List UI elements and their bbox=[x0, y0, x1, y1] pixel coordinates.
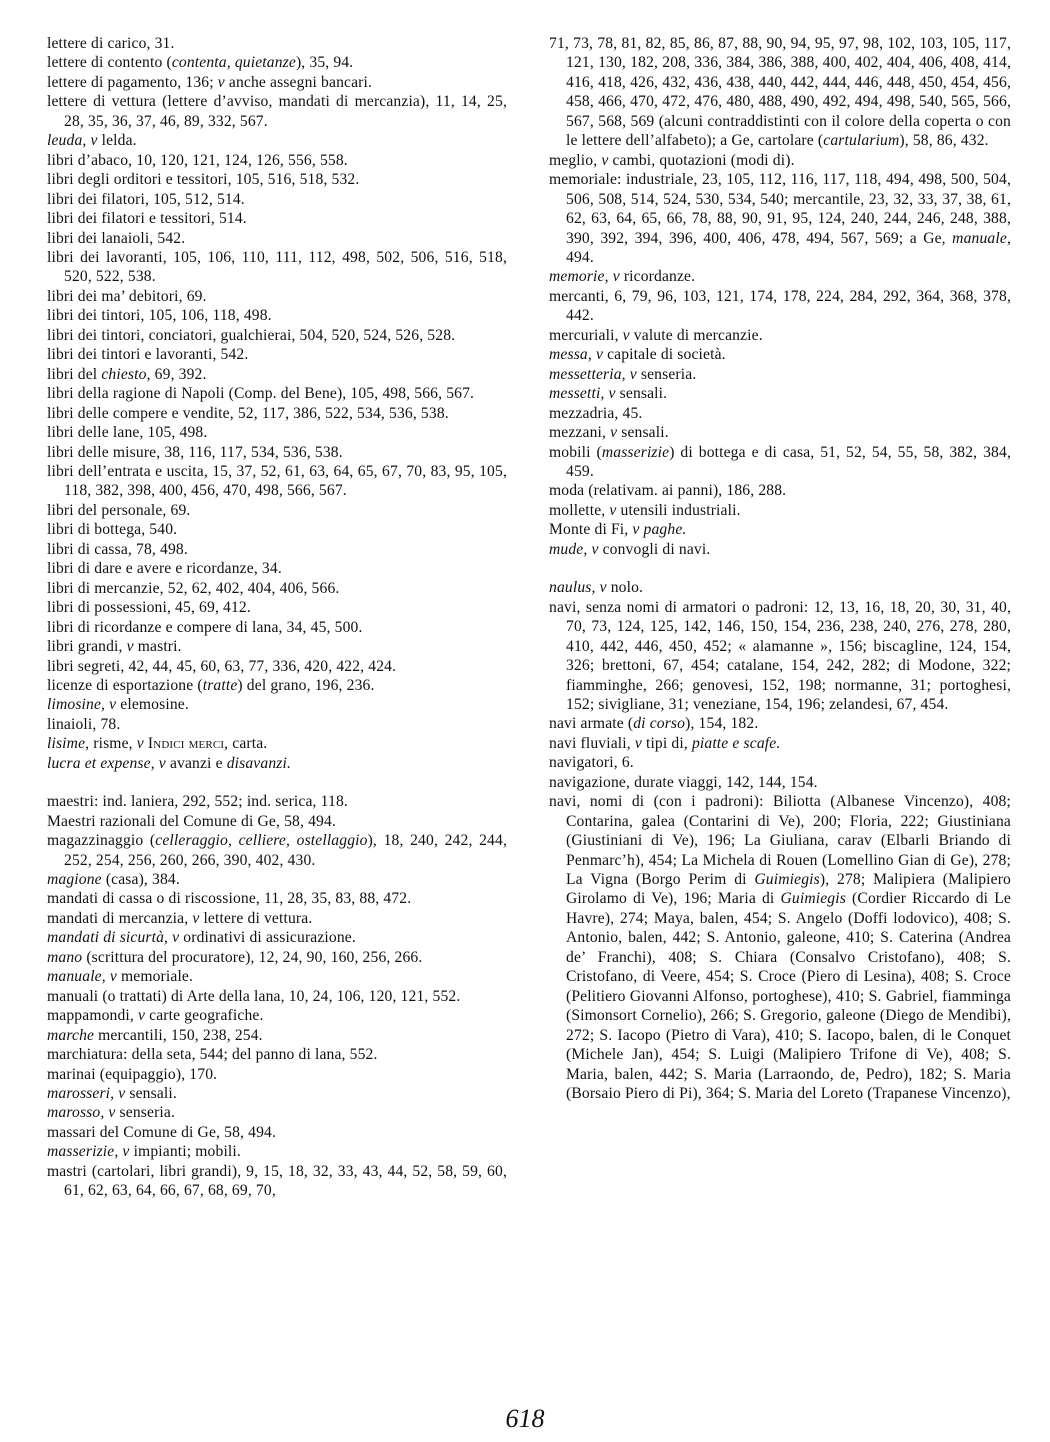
entry-text: mobili ( bbox=[549, 443, 602, 461]
index-entry bbox=[47, 1026, 507, 1045]
index-entry bbox=[549, 345, 1011, 364]
entry-text: Indici merci bbox=[147, 735, 225, 753]
entry-text: libri degli orditori e tessitori, 105, 516, 518, 532. bbox=[47, 171, 360, 189]
entry-text: celleraggio, celliere, ostellaggio bbox=[155, 832, 368, 850]
entry-text: leuda, v bbox=[47, 132, 98, 150]
entry-text: mano bbox=[47, 948, 83, 966]
index-entry bbox=[47, 1006, 507, 1025]
index-entry bbox=[47, 715, 507, 734]
entry-text: ), 278; Malipiera (Malipiero Girolamo di Ve), 196; Maria di bbox=[566, 871, 1011, 908]
index-entry bbox=[47, 287, 507, 306]
entry-text: elemosine. bbox=[116, 696, 189, 714]
entry-text: nolo. bbox=[606, 579, 644, 597]
index-entry bbox=[549, 481, 1011, 500]
index-entry bbox=[549, 753, 1011, 772]
entry-text: ordinativi di assicurazione. bbox=[179, 929, 356, 947]
entry-text: limosine, v bbox=[47, 696, 117, 714]
entry-text: ), 58, 86, 432. bbox=[899, 132, 989, 150]
entry-text: libri dei lanaioli, 542. bbox=[47, 229, 186, 247]
entry-text: ), 18, 240, 242, 244, 252, 254, 256, 260, 266, 390, 402, 430. bbox=[64, 832, 507, 869]
entry-text: mude, v bbox=[549, 540, 599, 558]
entry-text: messetti, v bbox=[549, 385, 616, 403]
entry-text: libri dei tintori, 105, 106, 118, 498. bbox=[47, 307, 272, 325]
index-entry bbox=[549, 170, 1011, 267]
entry-text: libri grandi, bbox=[47, 638, 127, 656]
entry-text: Guimiegis bbox=[754, 871, 820, 889]
entry-text: libri di mercanzie, 52, 62, 402, 404, 406, 566. bbox=[47, 579, 340, 597]
entry-text: 71, 73, 78, 81, 82, 85, 86, 87, 88, 90, 94, 95, 97, 98, 102, 103, 105, 117, 121, 130, 182, 208, 336, 384, 386, 388, 400, 402, 404, 406, 408, 414, 416, 418, 426, 432, 436, 438, 440, 442, 444, 446, 448, 450, 454, 456, 458, 466, 470, 472, 476, 480, 488, 490, 492, 494, 498, 540, 565, 566, 567, 568, 569 (alcuni contraddistinti con il colore della coperta o con le lettere dell’alfabeto); a Ge, cartolare ( bbox=[549, 35, 1011, 150]
index-entry bbox=[47, 384, 507, 403]
entry-text: mercanti, 6, 79, 96, 103, 121, 174, 178, 224, 284, 292, 364, 368, 378, 442. bbox=[549, 287, 1011, 325]
entry-text: massari del Comune di Ge, 58, 494. bbox=[47, 1123, 277, 1141]
index-entry bbox=[47, 345, 507, 364]
index-entry bbox=[47, 579, 507, 598]
index-entry bbox=[549, 578, 1011, 597]
index-entry bbox=[549, 792, 1011, 1103]
entry-text: mollette, bbox=[549, 501, 610, 519]
index-entry bbox=[47, 967, 507, 986]
entry-text: mandati di cassa o di riscossione, 11, 28, 35, 83, 88, 472. bbox=[47, 890, 412, 908]
entry-text: utensili industriali. bbox=[616, 501, 741, 519]
entry-text: libri della ragione di Napoli (Comp. del Bene), 105, 498, 566, 567. bbox=[47, 385, 475, 403]
entry-text: libri di bottega, 540. bbox=[47, 521, 178, 539]
index-entry bbox=[47, 404, 507, 423]
entry-text: memoriale. bbox=[116, 968, 194, 986]
index-entry bbox=[549, 443, 1011, 482]
entry-text: v bbox=[138, 1007, 146, 1025]
entry-text: v bbox=[610, 424, 618, 442]
entry-text: memorie, v bbox=[549, 268, 620, 286]
entry-text: manuale bbox=[952, 229, 1007, 247]
index-entry bbox=[47, 190, 507, 209]
entry-text: chiesto bbox=[101, 365, 147, 383]
entry-text: ) di bottega e di casa, 51, 52, 54, 55, 58, 382, 384, 459. bbox=[566, 443, 1011, 480]
index-entry bbox=[47, 928, 507, 947]
page-number: 618 bbox=[505, 1404, 545, 1433]
entry-text: libri dei tintori e lavoranti, 542. bbox=[47, 346, 249, 364]
section-gap bbox=[549, 559, 1011, 578]
index-entry bbox=[47, 889, 507, 908]
index-entry bbox=[47, 734, 507, 753]
entry-text: libri di dare e avere e ricordanze, 34. bbox=[47, 560, 282, 578]
index-entry bbox=[47, 462, 507, 501]
entry-text: ) del grano, 196, 236. bbox=[237, 676, 375, 694]
index-entry bbox=[47, 559, 507, 578]
index-entry bbox=[549, 598, 1011, 715]
entry-text: messa, v bbox=[549, 346, 604, 364]
index-entry bbox=[47, 248, 507, 287]
entry-text: convogli di navi. bbox=[598, 540, 711, 558]
entry-text: moda (relativam. ai panni), 186, 288. bbox=[549, 482, 787, 500]
entry-text: senseria. bbox=[636, 365, 697, 383]
entry-text: lettere di pagamento, 136; bbox=[47, 73, 218, 91]
entry-text: manuale, v bbox=[47, 968, 117, 986]
entry-text: magazzinaggio ( bbox=[47, 832, 156, 850]
index-entry bbox=[549, 773, 1011, 792]
entry-text: mezzani, bbox=[549, 424, 611, 442]
entry-text: libri d’abaco, 10, 120, 121, 124, 126, 556, 558. bbox=[47, 151, 348, 169]
entry-text: carte geografiche. bbox=[145, 1007, 264, 1025]
entry-text: libri dei ma’ debitori, 69. bbox=[47, 287, 207, 305]
index-entry bbox=[549, 734, 1011, 753]
index-entry bbox=[47, 34, 507, 53]
index-entry bbox=[549, 501, 1011, 520]
entry-text: navi, nomi di (con i padroni): Biliotta (Albanese Vincenzo), 408; Contarina, galea (Contarini di Ve), 200; Floria, 222; Giustiniana (Giustiniani di Ve), 196; La Giuliana, carav (Elbarli Briando di Penmarc’h), 454; La Michela di Rouen (Lomellino Gian di Ge), 278; La Vigna (Borgo Perim di bbox=[549, 793, 1011, 889]
left-column bbox=[47, 34, 507, 1201]
entry-text: anche assegni bancari. bbox=[224, 73, 373, 91]
entry-text: v bbox=[136, 735, 144, 753]
entry-text: Monte di Fi, bbox=[549, 521, 633, 539]
index-entry bbox=[47, 987, 507, 1006]
index-entry bbox=[549, 365, 1011, 384]
index-entry bbox=[47, 443, 507, 462]
entry-text: navi fluviali, bbox=[549, 734, 635, 752]
entry-text: , 494. bbox=[566, 229, 1011, 266]
entry-text: mastri. bbox=[133, 638, 182, 656]
index-entry bbox=[549, 287, 1011, 326]
index-entry bbox=[549, 326, 1011, 345]
entry-text: libri dei filatori e tessitori, 514. bbox=[47, 210, 247, 228]
entry-text: lettere di carico, 31. bbox=[47, 35, 175, 52]
entry-text: libri dei tintori, conciatori, gualchierai, 504, 520, 524, 526, 528. bbox=[47, 326, 456, 344]
entry-text: marche bbox=[47, 1026, 95, 1044]
entry-text: navigazione, durate viaggi, 142, 144, 154. bbox=[549, 773, 818, 791]
entry-text: piatte e scafe. bbox=[691, 734, 781, 752]
entry-text: lelda. bbox=[97, 132, 137, 150]
entry-text: mandati di sicurtà, v bbox=[47, 929, 180, 947]
entry-text: mercantili, 150, 238, 254. bbox=[94, 1026, 263, 1044]
index-entry bbox=[47, 676, 507, 695]
entry-text: valute di mercanzie. bbox=[629, 326, 763, 344]
index-entry bbox=[549, 267, 1011, 286]
entry-text: senseria. bbox=[115, 1104, 176, 1122]
index-entry bbox=[47, 657, 507, 676]
entry-text: magione bbox=[47, 871, 102, 889]
index-entry bbox=[549, 714, 1011, 733]
entry-text: marosso, v bbox=[47, 1104, 116, 1122]
entry-text: sensali. bbox=[615, 385, 668, 403]
entry-text: sensali. bbox=[617, 424, 669, 442]
entry-text: lettere di contento ( bbox=[47, 54, 172, 72]
entry-text: libri segreti, 42, 44, 45, 60, 63, 77, 336, 420, 422, 424. bbox=[47, 657, 397, 675]
index-entry bbox=[47, 326, 507, 345]
index-entry bbox=[47, 53, 507, 72]
entry-text: mezzadria, 45. bbox=[549, 404, 643, 422]
entry-text: naulus, v bbox=[549, 579, 607, 597]
entry-text: di corso bbox=[633, 715, 686, 733]
index-entry bbox=[47, 1162, 507, 1201]
entry-text: linaioli, 78. bbox=[47, 715, 121, 733]
entry-text: libri dell’entrata e uscita, 15, 37, 52, 61, 63, 64, 65, 67, 70, 83, 95, 105, 118, 382, 398, 400, 456, 470, 498, 566, 567. bbox=[47, 462, 507, 500]
entry-text: lucra et expense, v bbox=[47, 754, 166, 772]
index-entry bbox=[47, 365, 507, 384]
index-entry bbox=[47, 792, 507, 811]
entry-text: lettere di vettura. bbox=[199, 909, 313, 927]
index-entry bbox=[47, 1045, 507, 1064]
index-entry bbox=[47, 1142, 507, 1161]
index-entry bbox=[47, 870, 507, 889]
entry-text: libri del bbox=[47, 365, 102, 383]
index-entry bbox=[47, 306, 507, 325]
entry-text: manuali (o trattati) di Arte della lana, 10, 24, 106, 120, 121, 552. bbox=[47, 987, 461, 1005]
index-entry bbox=[47, 1084, 507, 1103]
index-entry bbox=[47, 1123, 507, 1142]
entry-text: v bbox=[609, 501, 617, 519]
entry-text: mastri (cartolari, libri grandi), 9, 15, 18, 32, 33, 43, 44, 52, 58, 59, 60, 61, 62, 63, 64, 66, 67, 68, 69, 70, bbox=[47, 1162, 507, 1200]
entry-text: v bbox=[217, 73, 225, 91]
index-entry bbox=[47, 1065, 507, 1084]
entry-text: meglio, bbox=[549, 151, 602, 169]
index-entry bbox=[47, 637, 507, 656]
entry-text: (scrittura del procuratore), 12, 24, 90, 160, 256, 266. bbox=[82, 948, 423, 966]
entry-text: libri di ricordanze e compere di lana, 34, 45, 500. bbox=[47, 618, 363, 636]
entry-text: libri delle compere e vendite, 52, 117, 386, 522, 534, 536, 538. bbox=[47, 404, 449, 422]
entry-text: cartularium bbox=[823, 132, 900, 150]
entry-text: libri di possessioni, 45, 69, 412. bbox=[47, 599, 251, 617]
entry-text: marchiatura: della seta, 544; del panno di lana, 552. bbox=[47, 1046, 378, 1064]
entry-text: impianti; mobili. bbox=[129, 1143, 241, 1161]
entry-text: memoriale: industriale, 23, 105, 112, 116, 117, 118, 494, 498, 500, 504, 506, 508, 514, 524, 530, 534, 540; mercantile, 23, 32, 33, 37, 38, 61, 62, 63, 64, 65, 66, 78, 88, 90, 91, 95, 124, 240, 244, 246, 248, 388, 390, 392, 394, 396, 400, 406, 478, 494, 567, 569; a Ge, bbox=[549, 171, 1011, 247]
entry-text: mandati di mercanzia, bbox=[47, 909, 193, 927]
entry-text: lisime bbox=[47, 735, 86, 753]
entry-text: (casa), 384. bbox=[101, 871, 180, 889]
index-entry bbox=[47, 618, 507, 637]
section-gap bbox=[47, 773, 507, 792]
entry-text: libri delle lane, 105, 498. bbox=[47, 424, 208, 442]
entry-text: libri delle misure, 38, 116, 117, 534, 536, 538. bbox=[47, 443, 343, 461]
entry-text: libri di cassa, 78, 498. bbox=[47, 540, 188, 558]
index-entry bbox=[47, 520, 507, 539]
entry-text: avanzi e bbox=[165, 754, 227, 772]
entry-text: messetteria, v bbox=[549, 365, 637, 383]
entry-text: v bbox=[634, 734, 642, 752]
entry-text: Maestri razionali del Comune di Ge, 58, 494. bbox=[47, 812, 336, 830]
index-entry bbox=[47, 92, 507, 131]
entry-text: , risme, bbox=[85, 735, 137, 753]
entry-text: mercuriali, bbox=[549, 326, 623, 344]
index-entry bbox=[47, 831, 507, 870]
index-entry bbox=[47, 948, 507, 967]
entry-text: , carta. bbox=[224, 735, 268, 753]
entry-text: licenze di esportazione ( bbox=[47, 676, 203, 694]
entry-text: masserizie bbox=[601, 443, 670, 461]
entry-text: ricordanze. bbox=[619, 268, 696, 286]
entry-text: ), 154, 182. bbox=[685, 715, 759, 733]
index-entry bbox=[47, 598, 507, 617]
entry-text: , 69, 392. bbox=[146, 365, 207, 383]
index-entry bbox=[47, 73, 507, 92]
entry-text: ), 35, 94. bbox=[295, 54, 354, 72]
index-entry bbox=[47, 229, 507, 248]
entry-text: contenta, quietanze bbox=[171, 54, 296, 72]
entry-text: v bbox=[192, 909, 200, 927]
entry-text: sensali. bbox=[125, 1085, 177, 1103]
index-entry bbox=[47, 754, 507, 773]
entry-text: navi, senza nomi di armatori o padroni: 12, 13, 16, 18, 20, 30, 31, 40, 70, 73, 124, 125, 142, 146, 150, 154, 236, 238, 240, 276, 278, 280, 410, 442, 446, 450, 452; « alamanne », 156; biscagline, 124, 154, 326; brettoni, 67, 454; catalane, 154, 242, 282; di Modone, 322; fiamminghe, 266; genovesi, 152, 198; normanne, 31; portoghesi, 152; sivigliane, 31; veneziane, 154, 196; zelandesi, 67, 454. bbox=[549, 598, 1011, 713]
entry-text: cambi, quotazioni (modi di). bbox=[608, 151, 795, 169]
index-entry bbox=[549, 34, 1011, 151]
index-entry bbox=[47, 695, 507, 714]
index-entry bbox=[47, 423, 507, 442]
entry-text: navigatori, 6. bbox=[549, 754, 634, 772]
entry-text: Guimiegis bbox=[780, 890, 846, 908]
entry-text: libri dei lavoranti, 105, 106, 110, 111, 112, 498, 502, 506, 516, 518, 520, 522, 538. bbox=[47, 248, 507, 286]
index-entry bbox=[47, 909, 507, 928]
entry-text: v paghe. bbox=[632, 521, 687, 539]
index-entry bbox=[47, 1103, 507, 1122]
entry-text: libri dei filatori, 105, 512, 514. bbox=[47, 190, 245, 208]
index-entry bbox=[549, 540, 1011, 559]
index-entry bbox=[549, 520, 1011, 539]
index-entry bbox=[549, 384, 1011, 403]
index-entry bbox=[549, 151, 1011, 170]
right-column bbox=[549, 34, 1011, 1103]
entry-text: lettere di vettura (lettere d’avviso, mandati di mercanzia), 11, 14, 25, 28, 35, 36, 37, 46, 89, 332, 567. bbox=[47, 93, 507, 130]
index-entry bbox=[47, 151, 507, 170]
entry-text: marosseri, v bbox=[47, 1085, 126, 1103]
entry-text: mappamondi, bbox=[47, 1007, 139, 1025]
entry-text: capitale di società. bbox=[603, 346, 726, 364]
entry-text: maestri: ind. laniera, 292, 552; ind. serica, 118. bbox=[47, 793, 348, 811]
index-entry bbox=[549, 423, 1011, 442]
entry-text: v bbox=[601, 151, 609, 169]
entry-text: (Cordier Riccardo di Le Havre), 274; Maya, balen, 454; S. Angelo (Doffi lodovico), 408; S. Antonio, balen, 442; S. Antonio, galeone, 410; S. Caterina (Andrea de’ Franchi), 408; S. Chiara (Consalvo Cristofano), 408; S. Cristofano, di Veere, 454; S. Croce (Piero di Lesina), 408; S. Croce (Pelitiero Giovanni Alfonso, portoghese), 410; S. Gabriel, fiamminga (Simonsort Cornelio), 266; S. Gregorio, galeone (Diego de Mendibi), 272; S. Iacopo (Pietro di Vara), 410; S. Iacopo, balen, di le Conquet (Michele Jan), 454; S. Luigi (Malipiero Trifone di Ve), 408; S. Maria, balen, 442; S. Maria (Larraondo, de, Pedro), 182; S. Maria (Borsaio Piero di Pi), 364; S. Maria del Loreto (Trapanese Vincenzo), bbox=[566, 890, 1011, 1103]
entry-text: v bbox=[126, 638, 134, 656]
entry-text: navi armate ( bbox=[549, 715, 634, 733]
index-entry bbox=[47, 540, 507, 559]
entry-text: v bbox=[622, 326, 630, 344]
entry-text: libri del personale, 69. bbox=[47, 501, 191, 519]
entry-text: tipi di, bbox=[641, 734, 692, 752]
entry-text: marinai (equipaggio), 170. bbox=[47, 1065, 218, 1083]
index-entry bbox=[47, 209, 507, 228]
index-entry bbox=[549, 404, 1011, 423]
index-entry bbox=[47, 170, 507, 189]
index-entry bbox=[47, 131, 507, 150]
index-entry bbox=[47, 812, 507, 831]
entry-text: masserizie, v bbox=[47, 1143, 130, 1161]
index-entry bbox=[47, 501, 507, 520]
entry-text: tratte bbox=[202, 676, 238, 694]
entry-text: disavanzi. bbox=[226, 754, 292, 772]
